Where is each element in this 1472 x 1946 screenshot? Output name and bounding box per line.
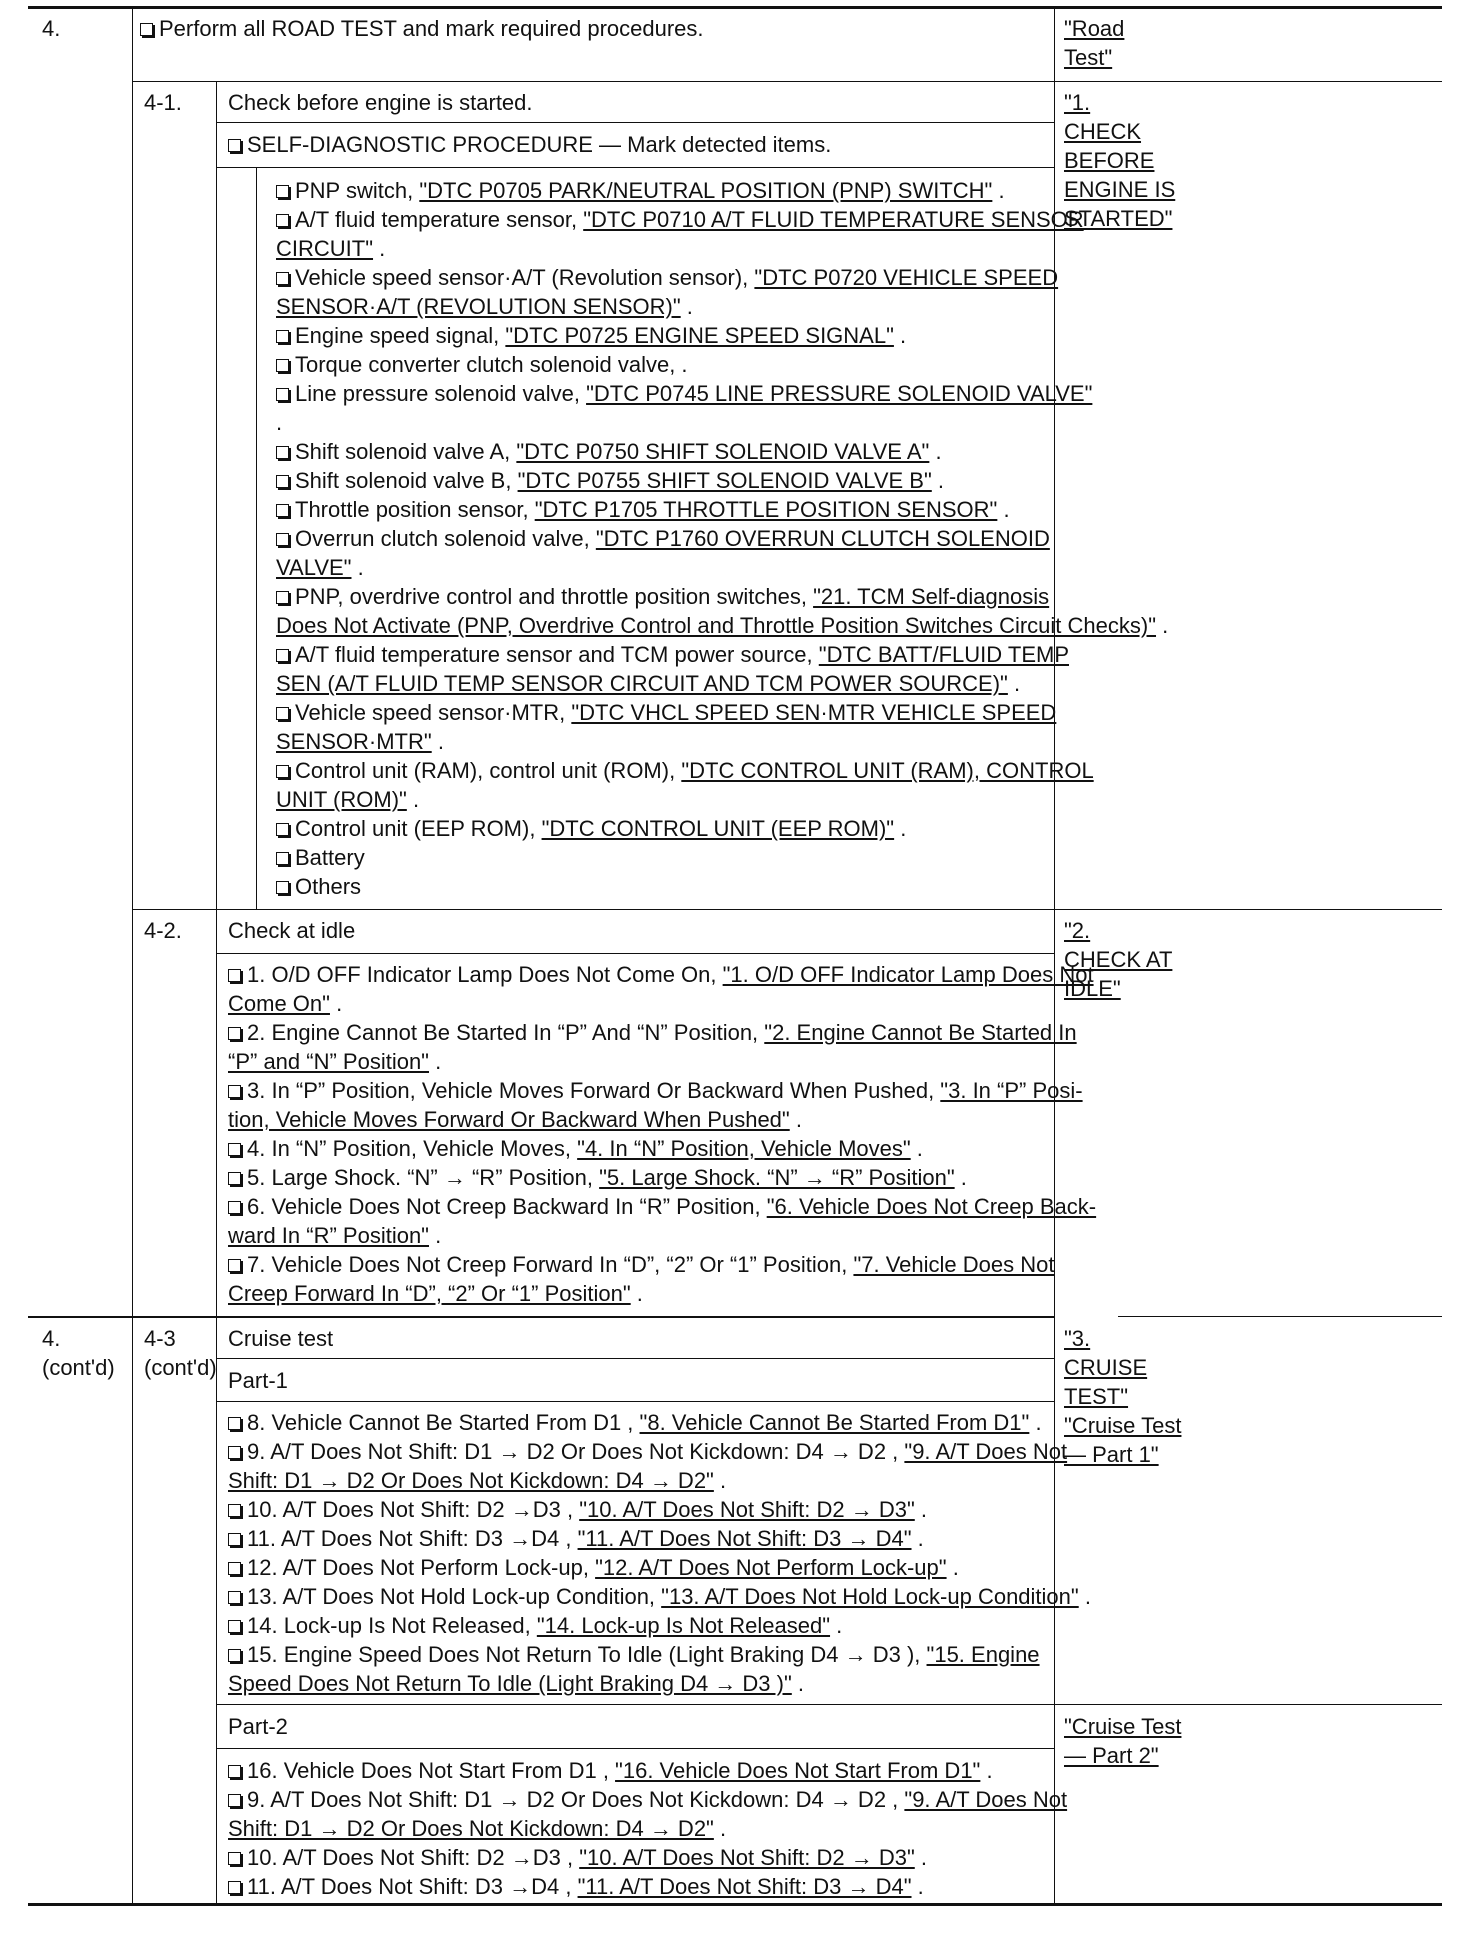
item-end: .	[791, 1671, 805, 1696]
list-item	[228, 1495, 1048, 1524]
item-link[interactable]: VALVE"	[276, 555, 352, 580]
item-end: .	[894, 816, 907, 841]
checkbox-icon[interactable]	[228, 1446, 241, 1459]
list-item-line	[228, 1814, 1048, 1843]
item-text: 6. Vehicle Does Not Creep Backward In “R” Position,	[247, 1194, 767, 1219]
list-item-line	[228, 1047, 1048, 1076]
list-item	[276, 698, 1057, 756]
item-end: .	[1156, 613, 1169, 638]
item-end: .	[1007, 671, 1021, 696]
list-item	[228, 1582, 1091, 1611]
ref-cruise-test-part2[interactable]	[1064, 1712, 1181, 1770]
list-item	[276, 437, 1046, 466]
item-text: Vehicle speed sensor·A/T (Revolution sensor),	[295, 265, 755, 290]
checkbox-icon[interactable]	[228, 1259, 241, 1272]
checkbox-icon[interactable]	[276, 823, 289, 836]
item-end: .	[713, 1468, 727, 1493]
item-text: 13. A/T Does Not Hold Lock-up Condition,	[247, 1584, 662, 1609]
rule	[1118, 1316, 1442, 1317]
ref-line[interactable]: "Cruise Test	[1064, 1714, 1182, 1739]
part-2-heading: Part-2	[228, 1714, 288, 1739]
item-end: .	[276, 410, 283, 435]
list-item	[276, 205, 1084, 263]
item-link[interactable]: "1. O/D OFF Indicator Lamp Does Not	[722, 962, 1094, 987]
checkbox-icon[interactable]	[276, 446, 289, 459]
item-end: .	[914, 1497, 927, 1522]
item-link[interactable]: "9. A/T Does Not	[904, 1787, 1068, 1812]
item-link[interactable]: Does Not Activate (PNP, Overdrive Control and Throttle Position Switches Circuit Checks)"	[276, 613, 1157, 638]
item-text: PNP switch,	[295, 178, 420, 203]
checkbox-icon[interactable]	[228, 1143, 241, 1156]
list-item-line	[228, 1582, 1091, 1611]
checkbox-icon[interactable]	[228, 1085, 241, 1098]
item-text: Overrun clutch solenoid valve,	[295, 526, 596, 551]
item-link[interactable]: "DTC P1705 THROTTLE POSITION SENSOR"	[534, 497, 998, 522]
item-text: PNP, overdrive control and throttle position switches,	[295, 584, 814, 609]
rule	[216, 167, 1054, 168]
item-link[interactable]: "DTC P0710 A/T FLUID TEMPERATURE SENSOR	[583, 207, 1084, 232]
ref-line[interactable]: BEFORE	[1064, 148, 1155, 173]
checkbox-icon[interactable]	[228, 1562, 241, 1575]
list-item-line	[276, 408, 1046, 437]
item-link[interactable]: ward In “R” Position"	[228, 1223, 429, 1248]
list-item-line	[276, 437, 1046, 466]
list-item-line	[228, 1134, 1048, 1163]
checkbox-icon[interactable]	[228, 1794, 241, 1807]
list-item-line	[228, 1250, 1055, 1279]
list-item	[228, 1076, 1083, 1134]
rule	[216, 122, 1054, 123]
item-text: Throttle position sensor,	[295, 497, 535, 522]
item-end: .	[910, 1136, 923, 1161]
ref-line[interactable]: TEST"	[1064, 1384, 1129, 1409]
list-item-line	[228, 1105, 1048, 1134]
ref-road-test[interactable]	[1064, 14, 1124, 72]
indent-rule	[256, 167, 257, 909]
item-text: 11. A/T Does Not Shift: D3 →D4 ,	[247, 1874, 578, 1899]
list-item	[228, 1192, 1097, 1250]
ref-line[interactable]: ENGINE IS	[1064, 177, 1176, 202]
list-item	[276, 640, 1069, 698]
step-number: 4.	[42, 16, 61, 41]
checkbox-icon[interactable]	[276, 591, 289, 604]
item-text: 1. O/D OFF Indicator Lamp Does Not Come On,	[247, 962, 723, 987]
item-text: Vehicle speed sensor·MTR,	[295, 700, 572, 725]
item-text: Torque converter clutch solenoid valve, .	[295, 352, 688, 377]
ref-line[interactable]: "2.	[1064, 918, 1091, 943]
item-text: Engine speed signal,	[295, 323, 506, 348]
list-item-line	[276, 756, 1094, 785]
item-end: .	[992, 178, 1005, 203]
item-end: .	[630, 1281, 643, 1306]
substep-number: 4-3 (cont'd)	[144, 1326, 217, 1380]
checkbox-icon[interactable]	[276, 533, 289, 546]
rule	[216, 1704, 1442, 1705]
list-item-line	[228, 1221, 1048, 1250]
cruise-part2-list	[228, 1756, 1068, 1901]
list-item	[276, 814, 1046, 843]
item-end: .	[911, 1874, 924, 1899]
item-link[interactable]: Creep Forward In “D”, “2” Or “1” Position"	[228, 1281, 631, 1306]
list-item	[276, 466, 1046, 495]
checkbox-icon[interactable]	[276, 475, 289, 488]
rule	[132, 909, 1442, 910]
ref-line[interactable]: — Part 2"	[1064, 1743, 1159, 1768]
checkbox-icon[interactable]	[228, 1765, 241, 1778]
item-text: Control unit (EEP ROM),	[295, 816, 542, 841]
part-1-heading: Part-1	[228, 1368, 288, 1393]
item-text: 5. Large Shock. “N” → “R” Position,	[247, 1165, 600, 1190]
item-end: .	[680, 294, 693, 319]
item-link[interactable]: "8. Vehicle Cannot Be Started From D1"	[639, 1410, 1030, 1435]
item-end: .	[1078, 1584, 1091, 1609]
item-link[interactable]: "12. A/T Does Not Perform Lock-up"	[595, 1555, 947, 1580]
list-item	[228, 1785, 1068, 1843]
checkbox-icon[interactable]	[228, 139, 241, 152]
list-item-line	[228, 1553, 1048, 1582]
item-link[interactable]: "11. A/T Does Not Shift: D3 → D4"	[577, 1874, 912, 1899]
list-item-line	[276, 263, 1059, 292]
checkbox-icon[interactable]	[228, 1504, 241, 1517]
list-item	[276, 872, 1046, 901]
list-item-line	[228, 1018, 1077, 1047]
list-item	[228, 1756, 1048, 1785]
ref-cruise-test-part1[interactable]	[1064, 1324, 1181, 1469]
list-item-line	[228, 1495, 1048, 1524]
list-item-line	[276, 814, 1046, 843]
item-end: .	[954, 1165, 967, 1190]
item-end: .	[431, 729, 444, 754]
rule	[216, 953, 1054, 954]
item-link[interactable]: "DTC P0750 SHIFT SOLENOID VALVE A"	[516, 439, 930, 464]
item-link[interactable]: "DTC P0705 PARK/NEUTRAL POSITION (PNP) SWITCH"	[419, 178, 993, 203]
item-end: .	[429, 1049, 442, 1074]
ref-check-at-idle[interactable]	[1064, 916, 1172, 1003]
item-link[interactable]: "13. A/T Does Not Hold Lock-up Condition"	[661, 1584, 1079, 1609]
list-item-line	[276, 321, 1046, 350]
item-text: 14. Lock-up Is Not Released,	[247, 1613, 537, 1638]
cruise-part1-list	[228, 1408, 1091, 1698]
item-text: A/T fluid temperature sensor,	[295, 207, 584, 232]
col-rule	[1054, 6, 1055, 1905]
item-link[interactable]: SEN (A/T FLUID TEMP SENSOR CIRCUIT AND TCM POWER SOURCE)"	[276, 671, 1008, 696]
item-link[interactable]: "DTC P0720 VEHICLE SPEED	[754, 265, 1059, 290]
bottom-rule	[28, 1903, 1442, 1906]
item-text: A/T fluid temperature sensor and TCM power source,	[295, 642, 819, 667]
rule	[132, 81, 1442, 82]
checkbox-icon[interactable]	[228, 1172, 241, 1185]
top-rule	[28, 6, 1442, 9]
checkbox-icon[interactable]	[276, 504, 289, 517]
item-end: .	[1029, 1410, 1042, 1435]
checkbox-icon[interactable]	[228, 1417, 241, 1430]
list-item-line	[228, 1408, 1048, 1437]
list-item-line	[276, 205, 1084, 234]
list-item	[228, 1843, 1048, 1872]
list-item	[276, 379, 1093, 437]
item-text: 8. Vehicle Cannot Be Started From D1 ,	[247, 1410, 640, 1435]
list-item-line	[276, 843, 1046, 872]
item-link[interactable]: "DTC P0755 SHIFT SOLENOID VALVE B"	[517, 468, 932, 493]
step-instruction: Perform all ROAD TEST and mark required procedures.	[140, 14, 704, 43]
list-item-line	[228, 1785, 1068, 1814]
item-link[interactable]: SENSOR·A/T (REVOLUTION SENSOR)"	[276, 294, 681, 319]
item-link[interactable]: SENSOR·MTR"	[276, 729, 432, 754]
list-item-line	[276, 350, 1046, 379]
col-rule	[132, 6, 133, 1905]
list-item-line	[276, 669, 1046, 698]
rule	[216, 1401, 1054, 1402]
item-text: 16. Vehicle Does Not Start From D1 ,	[247, 1758, 616, 1783]
col-rule	[216, 81, 217, 1905]
list-item-line	[276, 785, 1046, 814]
checkbox-icon[interactable]	[228, 1620, 241, 1633]
list-item-line	[276, 379, 1093, 408]
list-item-line	[276, 176, 1046, 205]
item-text: 4. In “N” Position, Vehicle Moves,	[247, 1136, 578, 1161]
checkbox-icon[interactable]	[276, 185, 289, 198]
item-link[interactable]: tion, Vehicle Moves Forward Or Backward When Pushed"	[228, 1107, 790, 1132]
item-text: 2. Engine Cannot Be Started In “P” And “N” Position,	[247, 1020, 765, 1045]
item-link[interactable]: "DTC CONTROL UNIT (EEP ROM)"	[541, 816, 895, 841]
list-item	[228, 1611, 1048, 1640]
item-text: 9. A/T Does Not Shift: D1 → D2 Or Does Not Kickdown: D4 → D2 ,	[247, 1787, 905, 1812]
item-text: 15. Engine Speed Does Not Return To Idle (Light Braking D4 → D3 ),	[247, 1642, 927, 1667]
item-text: Line pressure solenoid valve,	[295, 381, 587, 406]
item-link[interactable]: "DTC BATT/FLUID TEMP	[818, 642, 1069, 667]
list-item-line	[228, 1756, 1048, 1785]
item-link[interactable]: "5. Large Shock. “N” → “R” Position"	[599, 1165, 955, 1190]
list-item-line	[228, 1076, 1083, 1105]
list-item	[276, 843, 1046, 872]
list-item	[276, 263, 1059, 321]
item-end: .	[946, 1555, 959, 1580]
item-link[interactable]: "DTC P0725 ENGINE SPEED SIGNAL"	[505, 323, 894, 348]
item-link[interactable]: Come On"	[228, 991, 330, 1016]
checkbox-icon[interactable]	[276, 707, 289, 720]
ref-line[interactable]: CHECK	[1064, 119, 1142, 144]
item-text: 10. A/T Does Not Shift: D2 →D3 ,	[247, 1497, 580, 1522]
item-link[interactable]: "4. In “N” Position, Vehicle Moves"	[577, 1136, 911, 1161]
list-item	[276, 321, 1046, 350]
list-item	[276, 582, 1169, 640]
item-text: 3. In “P” Position, Vehicle Moves Forward Or Backward When Pushed,	[247, 1078, 941, 1103]
item-link[interactable]: "10. A/T Does Not Shift: D2 → D3"	[579, 1497, 915, 1522]
checkbox-icon[interactable]	[276, 214, 289, 227]
item-end: .	[931, 468, 945, 493]
list-item-line	[276, 292, 1046, 321]
ref-line[interactable]: STARTED"	[1064, 206, 1173, 231]
list-item-line	[276, 872, 1046, 901]
item-link[interactable]: UNIT (ROM)"	[276, 787, 407, 812]
item-link[interactable]: "DTC P1760 OVERRUN CLUTCH SOLENOID	[595, 526, 1050, 551]
list-item	[276, 176, 1046, 205]
item-link[interactable]: "DTC CONTROL UNIT (RAM), CONTROL	[681, 758, 1094, 783]
list-item-line	[228, 1669, 1048, 1698]
substep-title: Cruise test	[228, 1326, 334, 1351]
item-link[interactable]: Shift: D1 → D2 Or Does Not Kickdown: D4 → D2"	[228, 1468, 714, 1493]
checkbox-icon[interactable]	[276, 359, 289, 372]
item-link[interactable]: CIRCUIT"	[276, 236, 374, 261]
ref-line[interactable]: "3.	[1064, 1326, 1091, 1351]
item-end: .	[980, 1758, 993, 1783]
item-text: Shift solenoid valve B,	[295, 468, 518, 493]
checkbox-icon[interactable]	[228, 1881, 241, 1894]
item-link[interactable]: "10. A/T Does Not Shift: D2 → D3"	[579, 1845, 915, 1870]
list-item-line	[276, 582, 1050, 611]
list-item	[228, 1524, 1048, 1553]
checkbox-icon[interactable]	[228, 1027, 241, 1040]
list-item-line	[228, 1279, 1048, 1308]
rule	[216, 1748, 1054, 1749]
list-item-line	[228, 1466, 1048, 1495]
list-item-line	[276, 698, 1057, 727]
item-end: .	[789, 1107, 802, 1132]
item-text: Others	[295, 874, 362, 899]
item-link[interactable]: "2. Engine Cannot Be Started In	[764, 1020, 1077, 1045]
item-link[interactable]: "9. A/T Does Not	[904, 1439, 1068, 1464]
list-item-line	[276, 524, 1050, 553]
list-item-line	[276, 553, 1046, 582]
item-text: 12. A/T Does Not Perform Lock-up,	[247, 1555, 596, 1580]
list-item-line	[276, 495, 1046, 524]
checkbox-icon[interactable]	[228, 1649, 241, 1662]
list-item-line	[228, 1843, 1048, 1872]
list-item-line	[228, 1163, 1048, 1192]
item-link[interactable]: "11. A/T Does Not Shift: D3 → D4"	[577, 1526, 912, 1551]
item-end: .	[997, 497, 1010, 522]
section-rule	[28, 1316, 1054, 1318]
checkbox-icon[interactable]	[228, 1533, 241, 1546]
item-end: .	[914, 1845, 927, 1870]
self-diag-heading: SELF-DIAGNOSTIC PROCEDURE — Mark detected items.	[228, 130, 831, 159]
list-item-line	[228, 989, 1048, 1018]
list-item-line	[228, 1524, 1048, 1553]
item-link[interactable]: "21. TCM Self-diagnosis	[813, 584, 1050, 609]
substep-number: 4-1.	[144, 90, 182, 115]
list-item	[228, 1553, 1048, 1582]
item-link[interactable]: Shift: D1 → D2 Or Does Not Kickdown: D4 → D2"	[228, 1816, 714, 1841]
item-link[interactable]: "DTC VHCL SPEED SEN·MTR VEHICLE SPEED	[571, 700, 1057, 725]
item-end: .	[406, 787, 420, 812]
list-item-line	[276, 640, 1069, 669]
checkbox-icon[interactable]	[276, 272, 289, 285]
list-item	[228, 1640, 1048, 1698]
list-item	[276, 495, 1046, 524]
list-item-line	[228, 1872, 1048, 1901]
list-item-line	[276, 234, 1046, 263]
item-end: .	[929, 439, 942, 464]
item-end: .	[351, 555, 364, 580]
checkbox-icon[interactable]	[276, 649, 289, 662]
list-item	[228, 1163, 1048, 1192]
item-text: 9. A/T Does Not Shift: D1 → D2 Or Does Not Kickdown: D4 → D2 ,	[247, 1439, 905, 1464]
checkbox-icon[interactable]	[276, 852, 289, 865]
ref-line[interactable]: — Part 1"	[1064, 1442, 1159, 1467]
ref-line[interactable]: CRUISE	[1064, 1355, 1148, 1380]
item-text: Battery	[295, 845, 365, 870]
item-link[interactable]: "15. Engine	[926, 1642, 1040, 1667]
checkbox-icon[interactable]	[228, 969, 241, 982]
ref-line[interactable]: "1.	[1064, 90, 1091, 115]
list-item	[276, 756, 1094, 814]
item-end: .	[893, 323, 907, 348]
ref-line[interactable]: Test"	[1064, 45, 1113, 70]
item-link[interactable]: "14. Lock-up Is Not Released"	[536, 1613, 831, 1638]
list-item-line	[228, 960, 1094, 989]
list-item	[228, 1437, 1068, 1495]
checkbox-icon[interactable]	[276, 881, 289, 894]
ref-line[interactable]: "Cruise Test	[1064, 1413, 1182, 1438]
ref-line[interactable]: CHECK AT	[1064, 947, 1173, 972]
list-item-line	[276, 727, 1046, 756]
step-number: 4. (cont'd)	[42, 1326, 115, 1380]
item-text: Shift solenoid valve A,	[295, 439, 517, 464]
item-text: 11. A/T Does Not Shift: D3 →D4 ,	[247, 1526, 578, 1551]
list-item-line	[228, 1192, 1097, 1221]
list-item	[228, 1408, 1048, 1437]
list-item	[228, 1018, 1077, 1076]
list-item-line	[276, 611, 1169, 640]
list-item	[228, 1872, 1048, 1901]
checkbox-icon[interactable]	[276, 388, 289, 401]
list-item-line	[228, 1437, 1068, 1466]
item-end: .	[713, 1816, 727, 1841]
ref-line[interactable]: "Road	[1064, 16, 1125, 41]
checkbox-icon[interactable]	[228, 1591, 241, 1604]
checkbox-icon[interactable]	[276, 330, 289, 343]
item-end: .	[830, 1613, 843, 1638]
checkbox-icon[interactable]	[276, 765, 289, 778]
substep-number: 4-2.	[144, 918, 182, 943]
checkbox-icon[interactable]	[228, 1201, 241, 1214]
list-item	[276, 524, 1050, 582]
item-text: Control unit (RAM), control unit (ROM),	[295, 758, 682, 783]
list-item	[228, 1134, 1048, 1163]
substep-title: Check before engine is started.	[228, 90, 533, 115]
item-text: 10. A/T Does Not Shift: D2 →D3 ,	[247, 1845, 580, 1870]
substep-title: Check at idle	[228, 918, 356, 943]
list-item-line	[276, 466, 1046, 495]
list-item-line	[228, 1640, 1048, 1669]
item-link[interactable]: "DTC P0745 LINE PRESSURE SOLENOID VALVE"	[586, 381, 1093, 406]
ref-line[interactable]: IDLE"	[1064, 976, 1121, 1001]
item-end: .	[373, 236, 386, 261]
item-link[interactable]: "7. Vehicle Does Not	[853, 1252, 1055, 1277]
item-link[interactable]: "16. Vehicle Does Not Start From D1"	[615, 1758, 981, 1783]
list-item	[228, 1250, 1055, 1308]
item-link[interactable]: "6. Vehicle Does Not Creep Back-	[766, 1194, 1097, 1219]
item-end: .	[429, 1223, 442, 1248]
list-item	[276, 350, 1046, 379]
item-text: 7. Vehicle Does Not Creep Forward In “D”, “2” Or “1” Position,	[247, 1252, 854, 1277]
rule	[216, 1358, 1054, 1359]
item-link[interactable]: "3. In “P” Posi-	[940, 1078, 1083, 1103]
checkbox-icon[interactable]	[140, 23, 153, 36]
item-link[interactable]: Speed Does Not Return To Idle (Light Braking D4 → D3 )"	[228, 1671, 792, 1696]
item-link[interactable]: “P” and “N” Position"	[228, 1049, 429, 1074]
item-end: .	[911, 1526, 924, 1551]
list-item-line	[228, 1611, 1048, 1640]
item-end: .	[329, 991, 343, 1016]
checkbox-icon[interactable]	[228, 1852, 241, 1865]
